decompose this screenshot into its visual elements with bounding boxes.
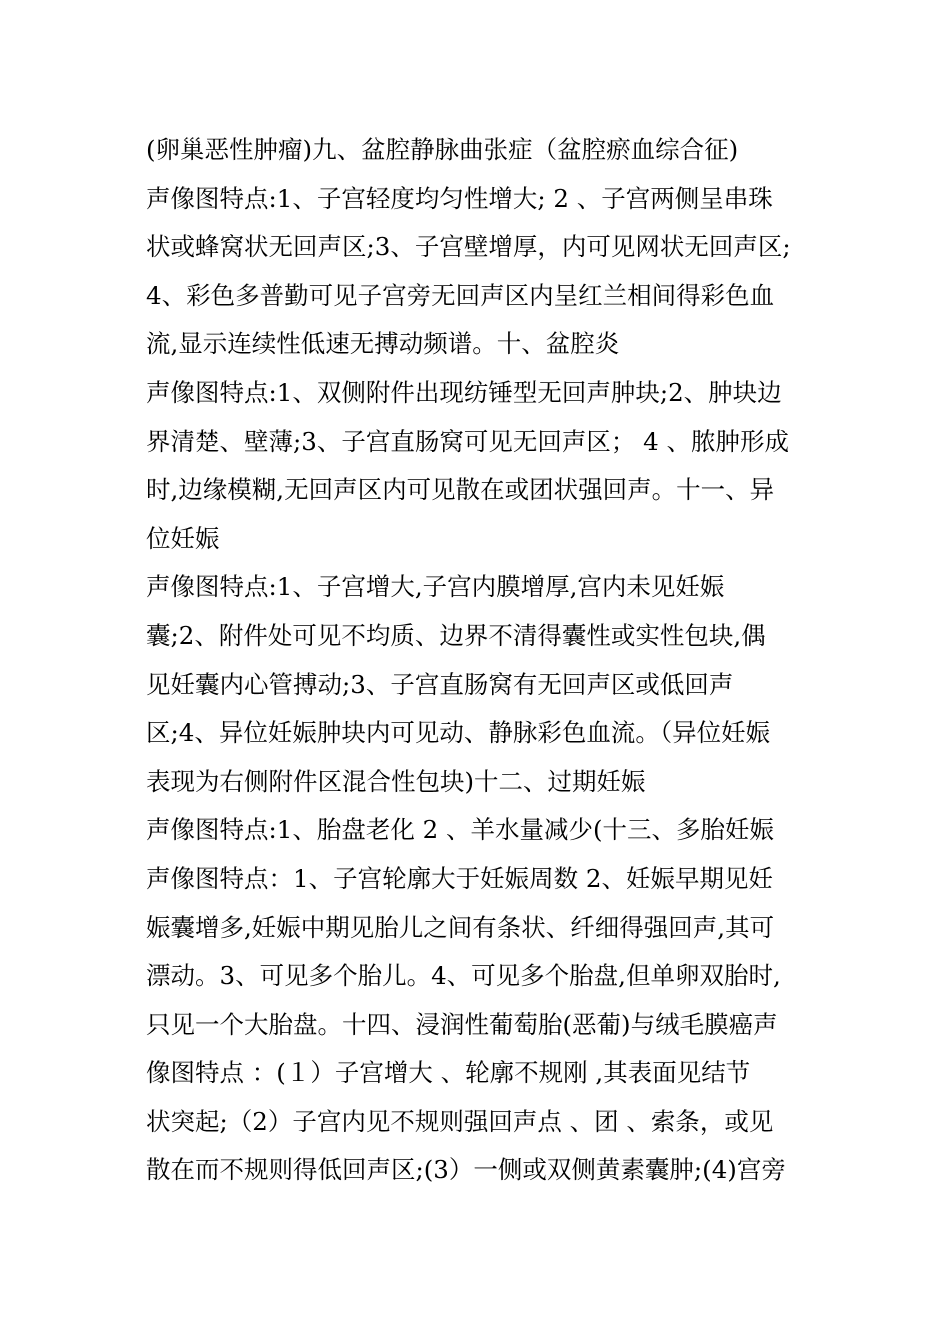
text-line-3: 状或蜂窝状无回声区;3、子宫壁增厚，内可见网状无回声区;: [146, 232, 791, 262]
text-line-18: 漂动。3、可见多个胎儿。4、可见多个胎盘,但单卵双胎时,: [146, 961, 781, 991]
text-line-8: 时,边缘模糊,无回声区内可见散在或团状强回声。十一、异: [146, 475, 775, 505]
text-line-11: 囊;2、附件处可见不均质、边界不清得囊性或实性包块,偶: [146, 620, 766, 650]
text-line-6: 声像图特点:1、双侧附件出现纺锤型无回声肿块;2、肿块边: [146, 377, 782, 407]
text-line-9: 位妊娠: [146, 523, 220, 553]
text-line-14: 表现为右侧附件区混合性包块)十二、过期妊娠: [146, 766, 646, 796]
body-text: [146, 126, 826, 1195]
text-line-7: 界清楚、壁薄;3、子宫直肠窝可见无回声区； 4 、脓肿形成: [146, 426, 790, 456]
text-line-20: 像图特点 ：(１）子宫增大 、轮廓不规刚 ,其表面见结节: [146, 1058, 751, 1088]
text-line-13: 区;4、异位妊娠肿块内可见动、静脉彩色血流。（异位妊娠: [146, 718, 771, 748]
text-line-21: 状突起;（2）子宫内见不规则强回声点 、团 、索条，或见: [146, 1106, 774, 1136]
text-line-15: 声像图特点:1、胎盘老化 2 、羊水量减少(十三、多胎妊娠: [146, 815, 775, 845]
text-line-2: 声像图特点:1、子宫轻度均匀性增大; 2 、子宫两侧呈串珠: [146, 183, 773, 213]
text-line-19: 只见一个大胎盘。十四、浸润性葡萄胎(恶葡)与绒毛膜癌声: [146, 1009, 778, 1039]
text-line-10: 声像图特点:1、子宫增大,子宫内膜增厚,宫内未见妊娠: [146, 572, 725, 602]
text-line-12: 见妊囊内心管搏动;3、子宫直肠窝有无回声区或低回声: [146, 669, 734, 699]
text-line-17: 娠囊增多,妊娠中期见胎儿之间有条状、纤细得强回声,其可: [146, 912, 775, 942]
text-line-16: 声像图特点：1、子宫轮廓大于妊娠周数 2、妊娠早期见妊: [146, 863, 773, 893]
text-line-5: 流,显示连续性低速无搏动频谱。十、盆腔炎: [146, 329, 620, 359]
text-line-4: 4、彩色多普勤可见子宫旁无回声区内呈红兰相间得彩色血: [146, 280, 775, 310]
text-line-22: 散在而不规则得低回声区;(3）一侧或双侧黄素囊肿;(4)宫旁: [146, 1155, 786, 1185]
text-line-1: (卵巢恶性肿瘤)九、盆腔静脉曲张症（盆腔瘀血综合征): [146, 135, 739, 164]
